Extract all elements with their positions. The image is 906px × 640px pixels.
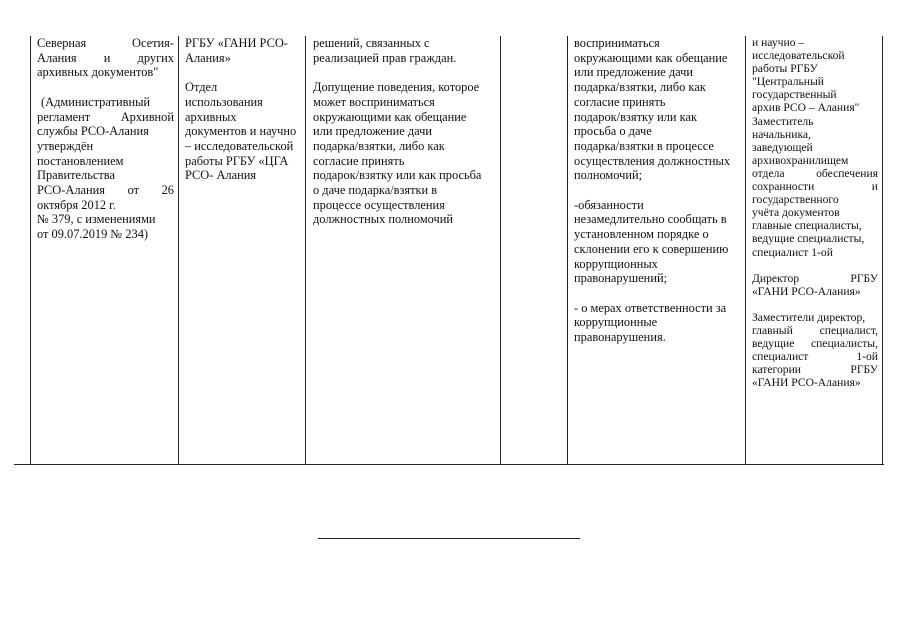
text-line: архив РСО – Алания": [752, 101, 860, 115]
text-line: подарка/взятки, либо как: [313, 138, 445, 153]
text-line: о даче подарка/взятки в: [313, 183, 438, 198]
text-line: РГБУ «ГАНИ РСО-: [185, 36, 288, 50]
text-line: Директор РГБУ: [752, 271, 878, 285]
text-line: просьба о даче: [574, 124, 652, 139]
text-line: согласие принять: [574, 94, 666, 109]
text-line: РСО-Алания от 26: [37, 183, 174, 198]
text-line: или предложение дачи: [574, 65, 694, 80]
text-line: процессе осуществления: [313, 197, 445, 212]
text-line: "Центральный: [752, 75, 824, 89]
text-line: октября 2012 г.: [37, 197, 116, 212]
text-line: государственный: [752, 88, 837, 102]
text-line: категории РГБУ: [752, 363, 878, 377]
text-line: осуществления должностных: [574, 153, 731, 168]
text-line: правонарушения.: [574, 330, 666, 345]
table-column-divider: [305, 36, 306, 464]
text-line: - о мерах ответственности за: [574, 300, 727, 315]
text-line: сохранности и: [752, 180, 878, 194]
text-line: РСО- Алания: [185, 168, 257, 183]
text-line: и научно –: [752, 36, 805, 49]
text-line: утверждён: [37, 138, 94, 153]
text-line: согласие принять: [313, 153, 405, 168]
text-line: реализацией прав граждан.: [313, 50, 457, 65]
text-line: должностных полномочий: [313, 212, 454, 227]
text-line: архивных документов": [37, 65, 159, 80]
table-column-divider: [178, 36, 179, 464]
table-bottom-border: [14, 464, 884, 465]
text-line: «ГАНИ РСО-Алания»: [752, 376, 861, 390]
text-line: подарка/взятки в процессе: [574, 138, 714, 153]
text-line: постановлением: [37, 153, 124, 168]
text-line: от 09.07.2019 № 234): [37, 227, 149, 242]
table-border-left: [30, 36, 31, 464]
cell-responsible-officials: [752, 36, 878, 390]
table-column-divider: [567, 36, 568, 464]
text-line: Алания и других: [37, 50, 174, 65]
cell-prevention-measures: [574, 36, 744, 345]
text-line: работы РГБУ: [752, 62, 818, 76]
text-line: подарка/взятки, либо как: [574, 80, 706, 95]
text-line: работы РГБУ «ЦГА: [185, 153, 289, 168]
text-line: Заместители директор,: [752, 310, 866, 324]
text-line: восприниматься: [574, 36, 660, 50]
text-line: – исследовательской: [185, 138, 294, 153]
cell-responsible-units: [185, 36, 303, 183]
text-line: полномочий;: [574, 168, 643, 183]
text-line: специалист 1-ой: [752, 245, 833, 259]
text-line: главные специалисты,: [752, 219, 862, 233]
text-line: или предложение дачи: [313, 124, 433, 139]
text-line: подарок/взятку или как просьба: [313, 168, 482, 183]
text-line: Алания»: [185, 50, 231, 65]
text-line: установленном порядке о: [574, 227, 709, 242]
text-line: начальника,: [752, 127, 811, 141]
text-line: (Административный: [41, 94, 151, 109]
text-line: учёта документов: [752, 206, 840, 220]
text-line: правонарушений;: [574, 271, 668, 286]
text-line: «ГАНИ РСО-Алания»: [752, 284, 861, 298]
text-line: Отдел: [185, 80, 218, 95]
text-line: может восприниматься: [313, 94, 435, 109]
text-line: окружающими как обещание: [574, 50, 728, 65]
footnote-separator-line: [318, 538, 580, 539]
text-line: склонении его к совершению: [574, 241, 729, 256]
text-line: окружающими как обещание: [313, 109, 467, 124]
table-border-right: [882, 36, 883, 464]
text-line: незамедлительно сообщать в: [574, 212, 727, 227]
text-line: службы РСО-Алания: [37, 124, 149, 139]
text-line: государственного: [752, 193, 839, 207]
text-line: ведущие специалисты,: [752, 232, 865, 246]
text-line: использования: [185, 94, 263, 109]
text-line: коррупционных: [574, 256, 658, 271]
text-line: решений, связанных с: [313, 36, 430, 50]
text-line: заведующей: [752, 140, 813, 154]
table-column-divider: [745, 36, 746, 464]
text-line: -обязанности: [574, 197, 644, 212]
text-line: документов и научно: [185, 124, 297, 139]
text-line: главный специалист,: [752, 324, 878, 338]
text-line: Допущение поведения, которое: [313, 80, 480, 95]
cell-corruption-risks: [313, 36, 499, 227]
text-line: архивных: [185, 109, 237, 124]
text-line: специалист 1-ой: [752, 350, 878, 364]
text-line: отдела обеспечения: [752, 166, 878, 180]
text-line: ведущие специалисты,: [752, 337, 878, 351]
text-line: Северная Осетия-: [37, 36, 174, 50]
text-line: Заместитель: [752, 114, 814, 128]
text-line: № 379, с изменениями: [37, 212, 156, 227]
text-line: архивохранилищем: [752, 153, 849, 167]
table-column-divider: [500, 36, 501, 464]
text-line: исследовательской: [752, 49, 845, 63]
text-line: Правительства: [37, 168, 115, 183]
cell-legal-basis: [37, 36, 174, 242]
text-line: коррупционные: [574, 315, 658, 330]
text-line: регламент Архивной: [37, 109, 174, 124]
text-line: подарок/взятку или как: [574, 109, 698, 124]
